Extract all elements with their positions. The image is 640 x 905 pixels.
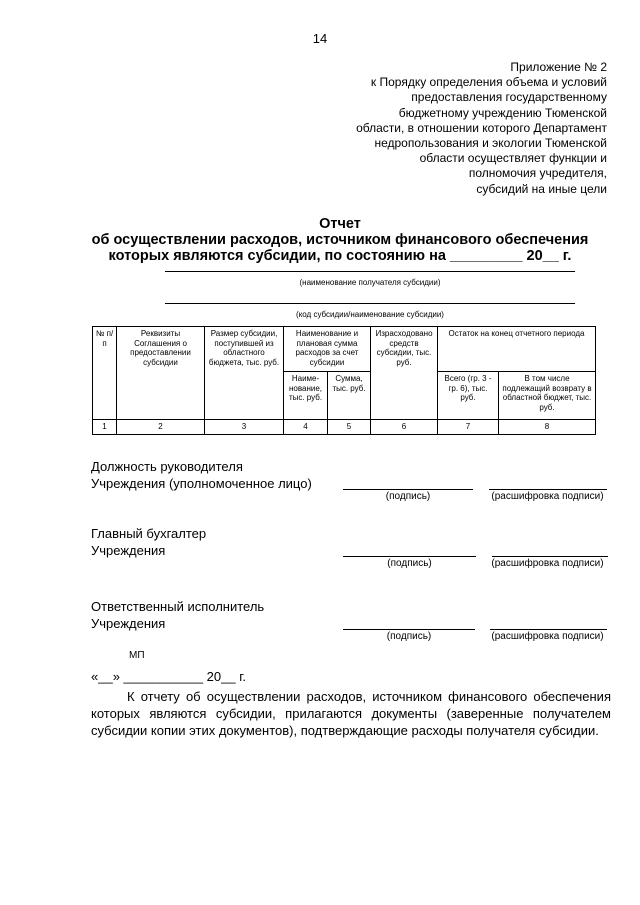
stamp-placeholder: МП — [129, 650, 145, 661]
column-number: 2 — [117, 420, 205, 435]
date-line: «__» ___________ 20__ г. — [91, 669, 246, 684]
accountant-signature-line — [343, 556, 476, 557]
page-number: 14 — [312, 31, 328, 46]
header-size: Размер субсидии, поступившей из областного бюджета, тыс. руб. — [205, 327, 284, 420]
accountant-decoding-line — [492, 556, 608, 557]
executor-position-label: Ответственный исполнитель — [91, 599, 265, 614]
header-plan: Наименование и плановая сумма расходов за счет субсидии — [284, 327, 371, 372]
annex-line: недропользования и экологии Тюменской — [374, 136, 607, 151]
accountant-institution-label: Учреждения — [91, 543, 166, 558]
report-title-line2: об осуществлении расходов, источником финансового обеспечения — [91, 232, 589, 248]
head-institution-label: Учреждения (уполномоченное лицо) — [91, 476, 312, 491]
annex-line: полномочия учредителя, — [468, 166, 607, 181]
head-position-label: Должность руководителя — [91, 459, 243, 474]
head-signature-caption: (подпись) — [385, 491, 431, 502]
report-title: Отчет — [319, 216, 361, 232]
header-spent: Израсходовано средств субсидии, тыс. руб. — [371, 327, 438, 420]
annex-line: Приложение № 2 — [510, 60, 607, 74]
accountant-signature-caption: (подпись) — [387, 558, 432, 569]
header-requisites: Реквизиты Соглашения о предоставлении субсидии — [117, 327, 205, 420]
column-number: 1 — [93, 420, 117, 435]
header-plan-sum: Сумма, тыс. руб. — [328, 372, 371, 420]
header-plan-name: Наиме-нование, тыс. руб. — [284, 372, 328, 420]
executor-decoding-caption: (расшифровка подписи) — [491, 631, 604, 642]
column-number: 8 — [499, 420, 596, 435]
header-balance-total: Всего (гр. 3 - гр. 6), тыс. руб. — [438, 372, 499, 420]
annex-line: бюджетному учреждению Тюменской — [398, 105, 607, 120]
attachment-note: К отчету об осуществлении расходов, источником финансового обеспечения которых являются субсидии, прилагаются документы (заверенные получателем субсидии копии этих документов), подтверждающие расходы получателя субсидии. — [91, 689, 611, 738]
recipient-caption: (наименование получателя субсидии) — [299, 278, 441, 287]
column-number: 4 — [284, 420, 328, 435]
executor-decoding-line — [490, 629, 607, 630]
annex-line: к Порядку определения объема и условий — [370, 75, 607, 90]
executor-signature-caption: (подпись) — [386, 631, 432, 642]
executor-signature-line — [343, 629, 475, 630]
subsidy-code-line — [165, 303, 575, 304]
header-balance: Остаток на конец отчетного периода — [438, 327, 596, 372]
header-num: № п/п — [93, 327, 117, 420]
report-title-line3: которых являются субсидии, по состоянию на _________ 20__ г. — [108, 248, 572, 264]
header-balance-return: В том числе подлежащий возврату в областной бюджет, тыс. руб. — [499, 372, 596, 420]
column-number: 3 — [205, 420, 284, 435]
annex-header — [317, 60, 607, 197]
annex-line: субсидий на иные цели — [476, 181, 607, 196]
head-decoding-line — [489, 489, 607, 490]
column-number: 6 — [371, 420, 438, 435]
column-number: 7 — [438, 420, 499, 435]
report-table — [92, 326, 596, 435]
annex-line: предоставления государственному — [411, 90, 607, 105]
subsidy-code-caption: (код субсидии/наименование субсидии) — [296, 310, 444, 319]
column-number: 5 — [328, 420, 371, 435]
accountant-decoding-caption: (расшифровка подписи) — [491, 558, 604, 569]
annex-line: области осуществляет функции и — [419, 151, 607, 166]
annex-line: области, в отношении которого Департамент — [356, 120, 607, 135]
head-decoding-caption: (расшифровка подписи) — [491, 491, 604, 502]
executor-institution-label: Учреждения — [91, 616, 166, 631]
recipient-name-line — [165, 271, 575, 272]
accountant-position-label: Главный бухгалтер — [91, 526, 207, 541]
head-signature-line — [343, 489, 473, 490]
